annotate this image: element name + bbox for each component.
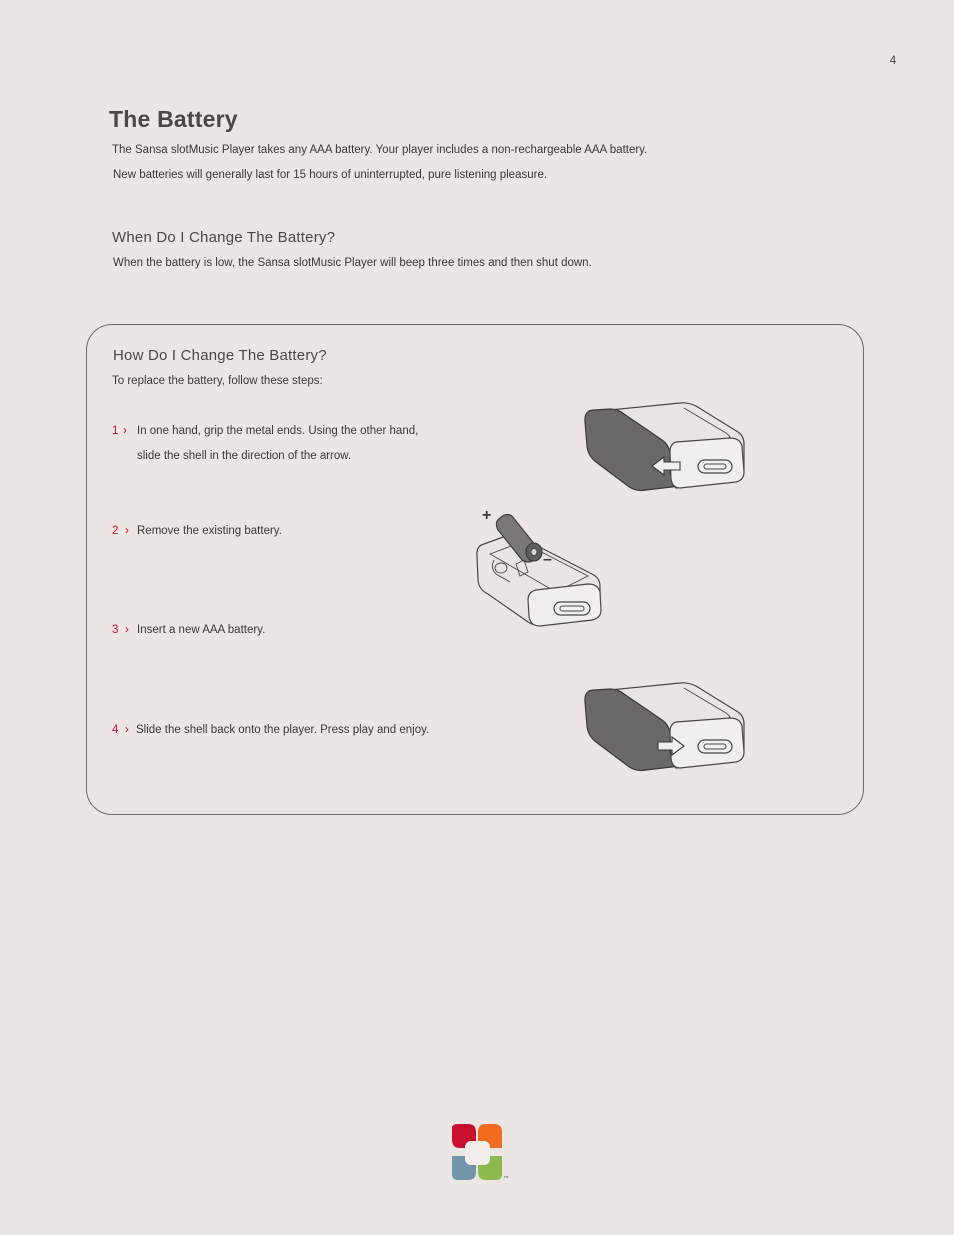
battery-removal-illustration bbox=[470, 508, 605, 632]
step-arrow-icon: › bbox=[123, 425, 127, 437]
step-text: slide the shell in the direction of the arrow. bbox=[137, 450, 352, 462]
step-arrow-icon: › bbox=[125, 624, 129, 636]
step-number: 2 bbox=[112, 525, 119, 537]
step-text: Insert a new AAA battery. bbox=[137, 624, 266, 636]
step-number: 3 bbox=[112, 624, 119, 636]
how-intro: To replace the battery, follow these steps: bbox=[112, 375, 323, 387]
intro-line-1: The Sansa slotMusic Player takes any AAA battery. Your player includes a non-rechargeable AAA battery. bbox=[112, 144, 648, 156]
battery-minus-label: – bbox=[543, 551, 552, 568]
step-arrow-icon: › bbox=[125, 525, 129, 537]
page-title: The Battery bbox=[109, 106, 238, 132]
player-slide-open-illustration bbox=[580, 400, 750, 494]
page-number: 4 bbox=[889, 53, 897, 67]
step-text: Remove the existing battery. bbox=[137, 525, 282, 537]
when-body: When the battery is low, the Sansa slotMusic Player will beep three times and then shut down. bbox=[113, 257, 592, 269]
step-text: Slide the shell back onto the player. Press play and enjoy. bbox=[136, 724, 430, 736]
player-slide-close-illustration bbox=[580, 680, 750, 774]
step-number: 1 bbox=[112, 425, 119, 437]
step-number: 4 bbox=[112, 724, 119, 736]
when-heading: When Do I Change The Battery? bbox=[112, 229, 336, 246]
step-arrow-icon: › bbox=[125, 724, 129, 736]
how-heading: How Do I Change The Battery? bbox=[113, 347, 327, 364]
intro-line-2: New batteries will generally last for 15 hours of uninterrupted, pure listening pleasure. bbox=[113, 169, 548, 181]
sansa-flower-logo-icon bbox=[450, 1124, 510, 1180]
battery-plus-label: + bbox=[482, 507, 492, 524]
step-text: In one hand, grip the metal ends. Using the other hand, bbox=[137, 425, 419, 437]
svg-text:TM: TM bbox=[504, 1175, 509, 1179]
